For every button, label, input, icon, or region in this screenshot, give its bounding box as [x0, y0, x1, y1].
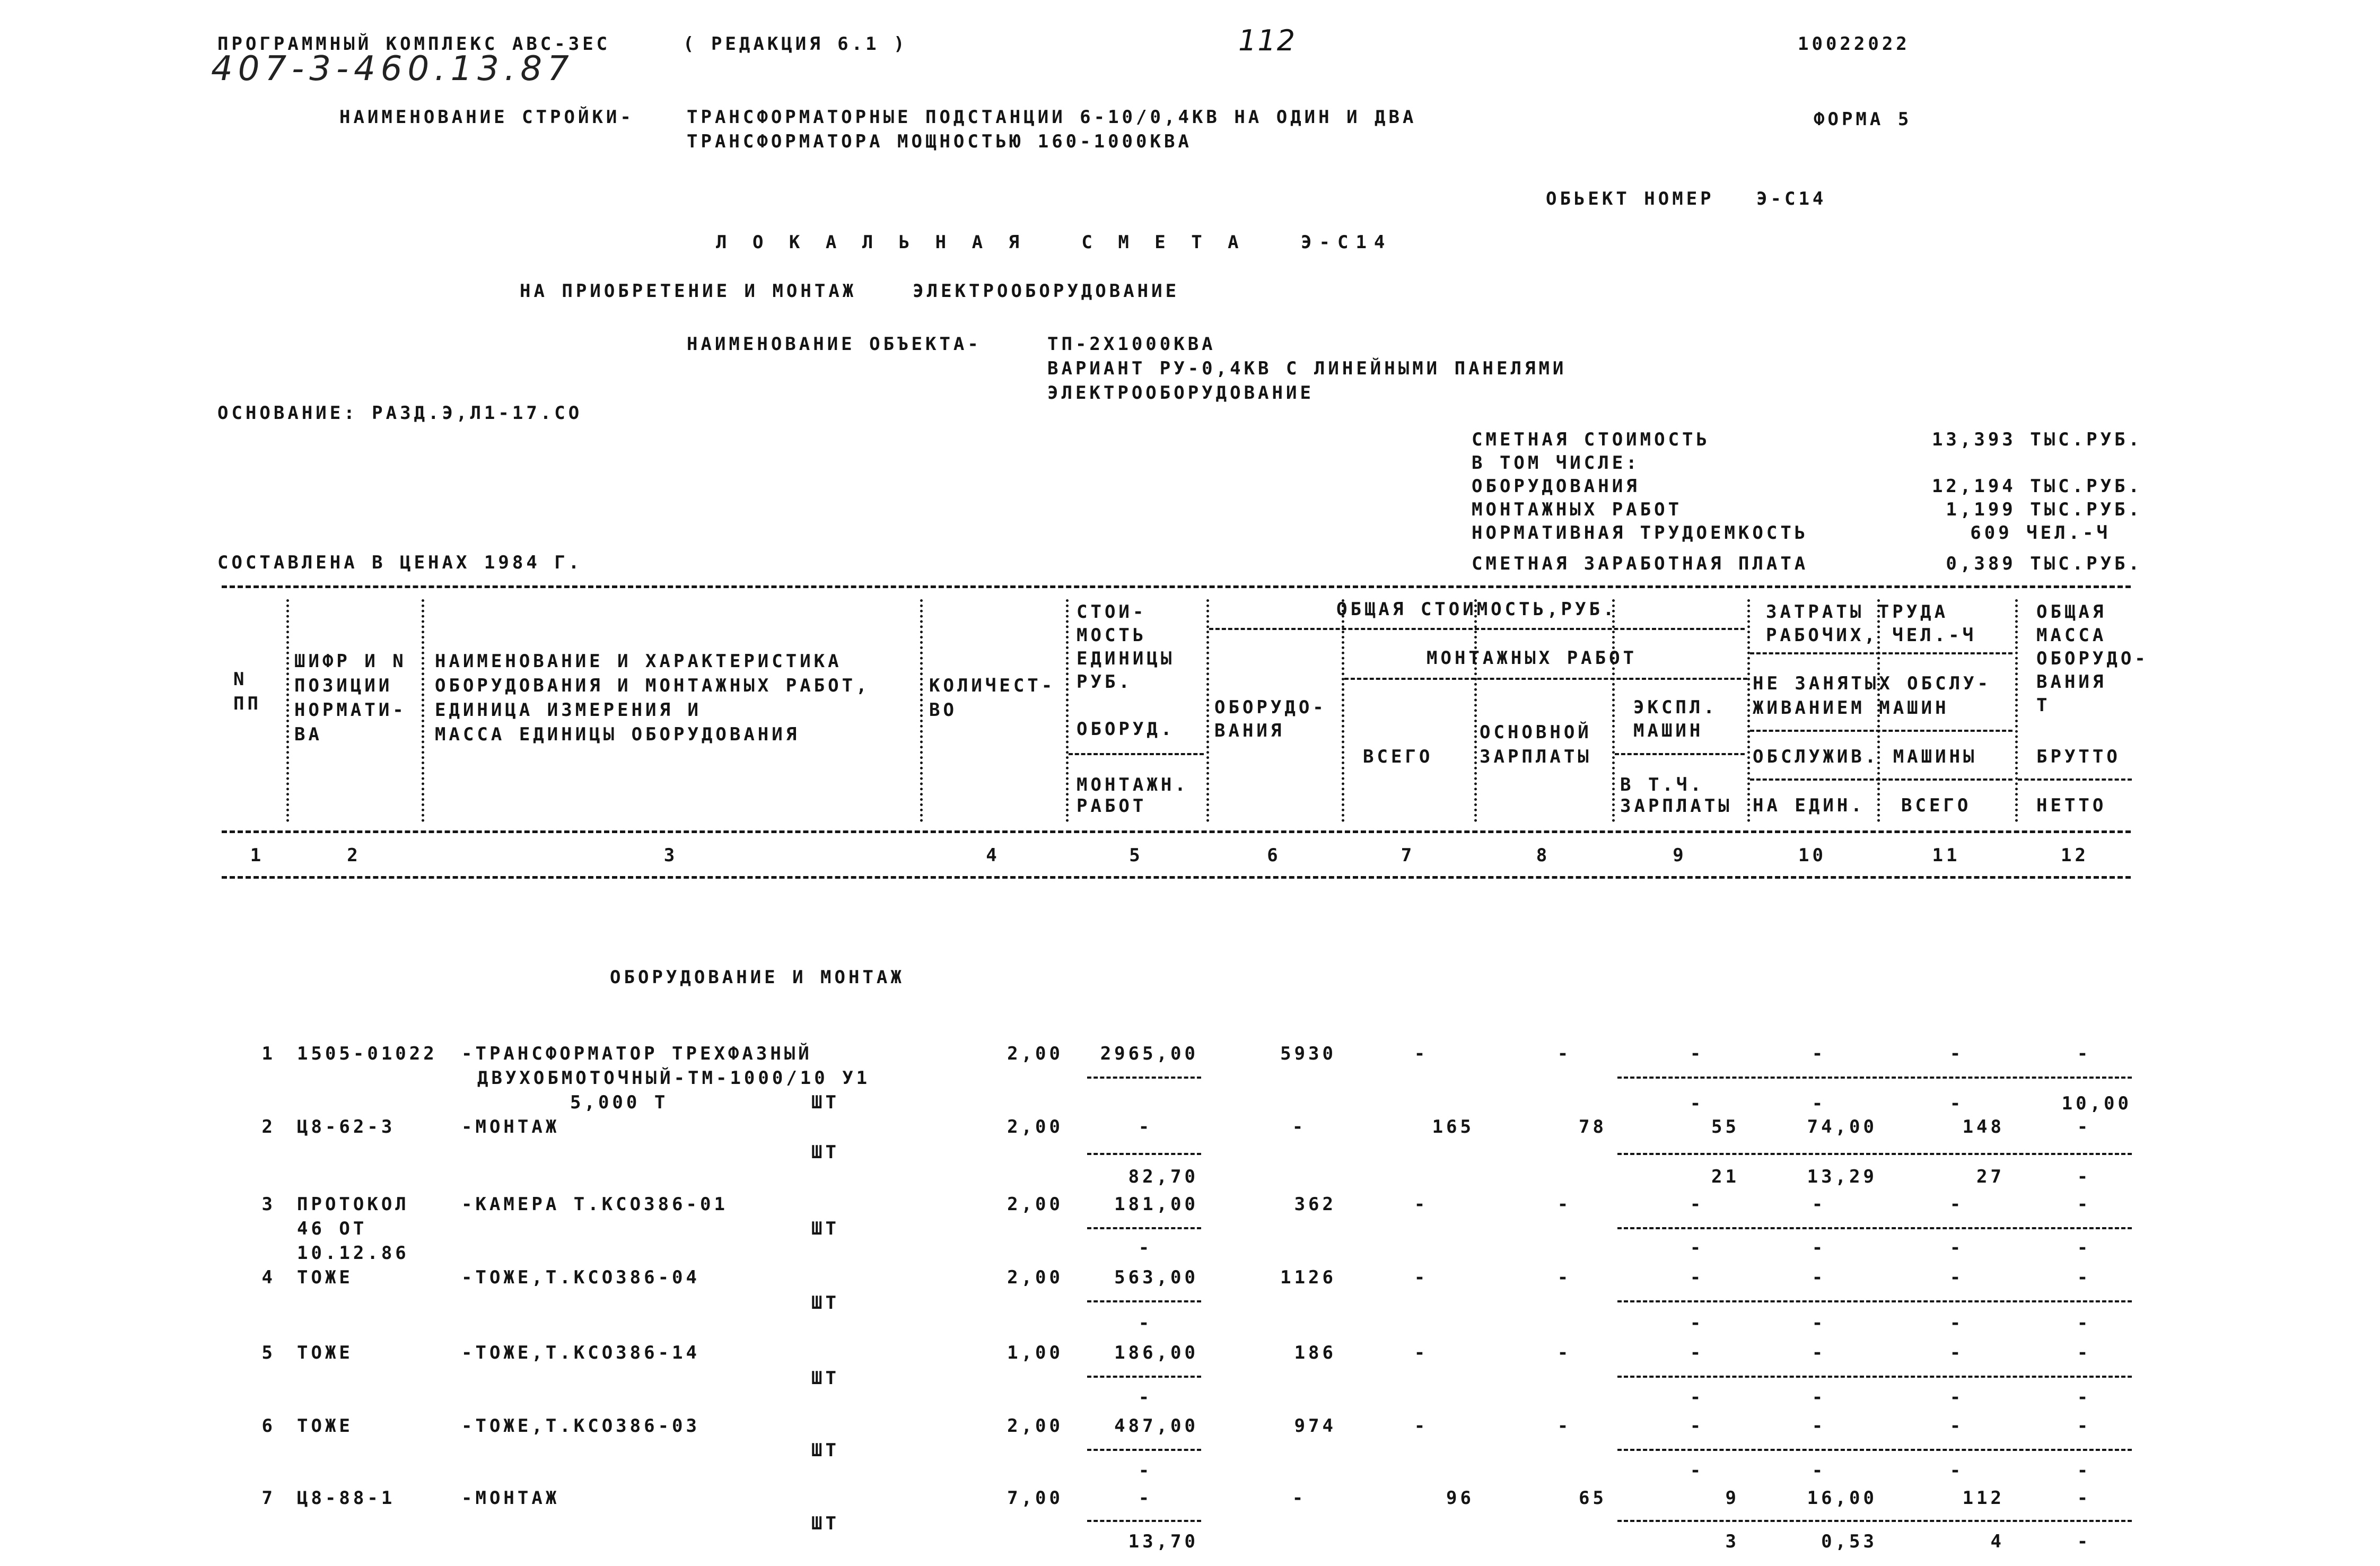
row-wage: -	[1557, 1267, 1572, 1288]
row-equip-cost: 186	[1294, 1342, 1336, 1363]
col-header-mass-netto: НЕТТО	[2036, 795, 2107, 816]
row-labor-mach-unit: -	[1812, 1093, 1826, 1114]
row-name: -ТОЖЕ,Т.КСО386-03	[461, 1415, 700, 1437]
row-labor-mach-total: 27	[1976, 1166, 2005, 1187]
row-mach-wage: -	[1690, 1313, 1704, 1334]
row-labor-mach-total: 4	[1990, 1531, 2005, 1552]
divider	[1617, 1520, 2132, 1522]
row-equip-cost: -	[1292, 1488, 1307, 1509]
object-number: ОБЬЕКТ НОМЕР Э-С14	[1546, 188, 1827, 209]
column-number: 2	[347, 845, 361, 866]
row-labor-unit: -	[1812, 1194, 1826, 1215]
row-mass-netto: 10,00	[2061, 1093, 2132, 1114]
divider	[1750, 652, 2012, 654]
row-mach: -	[1690, 1415, 1704, 1437]
object-name-line2: ВАРИАНТ РУ-0,4КВ С ЛИНЕЙНЫМИ ПАНЕЛЯМИ	[1047, 358, 1567, 379]
row-mach: -	[1690, 1267, 1704, 1288]
row-equip-cost: 974	[1294, 1415, 1336, 1437]
summary-label: ОБОРУДОВАНИЯ	[1472, 476, 1640, 497]
divider	[1617, 1153, 2132, 1155]
row-code: Ц8-88-1	[297, 1488, 396, 1509]
construction-name-line1: ТРАНСФОРМАТОРНЫЕ ПОДСТАНЦИИ 6-10/0,4КВ НА ОДИН И ДВА	[687, 107, 1417, 128]
row-labor-total: 148	[1962, 1116, 2005, 1138]
row-unit: ШТ	[811, 1092, 839, 1113]
col-header-labor-total: ВСЕГО	[1901, 795, 1972, 816]
row-labor-unit: 74,00	[1807, 1116, 1877, 1138]
row-labor-mach-unit: -	[1812, 1387, 1826, 1408]
row-wage: -	[1557, 1194, 1572, 1215]
row-mach-wage: -	[1690, 1387, 1704, 1408]
col-header-price-mont: МОНТАЖН. РАБОТ	[1077, 774, 1189, 817]
row-mach: 55	[1711, 1116, 1739, 1138]
row-code-cont: 46 ОТ	[297, 1218, 368, 1239]
row-labor-unit: -	[1812, 1043, 1826, 1064]
row-mass-netto: -	[2077, 1387, 2092, 1408]
row-mass-netto: -	[2077, 1237, 2092, 1258]
row-total: -	[1414, 1342, 1429, 1363]
row-number: 6	[261, 1415, 276, 1437]
handwritten-project-code: 407-3-460.13.87	[211, 49, 574, 89]
row-qty: 2,00	[1007, 1116, 1063, 1138]
estimate-title: Л О К А Л Ь Н А Я С М Е Т А Э-С14	[716, 232, 1393, 253]
row-code: ТОЖЕ	[297, 1342, 353, 1363]
basis: ОСНОВАНИЕ: РАЗД.Э,Л1-17.СО	[217, 403, 583, 424]
row-wage: 78	[1579, 1116, 1607, 1138]
row-unit: ШТ	[811, 1440, 839, 1461]
row-total: 165	[1432, 1116, 1474, 1138]
form-label: ФОРМА 5	[1814, 109, 1912, 130]
col-header-name: НАИМЕНОВАНИЕ И ХАРАКТЕРИСТИКА ОБОРУДОВАНИЯ И МОНТАЖНЫХ РАБОТ, ЕДИНИЦА ИЗМЕРЕНИЯ И МАССА ЕДИНИЦЫ ОБОРУДОВАНИЯ	[435, 651, 870, 745]
row-equip-cost: 5930	[1280, 1043, 1336, 1064]
estimate-subtitle: НА ПРИОБРЕТЕНИЕ И МОНТАЖ ЭЛЕКТРООБОРУДОВАНИЕ	[520, 281, 1180, 302]
row-number: 5	[261, 1342, 276, 1363]
divider	[1066, 599, 1069, 822]
divider	[1342, 599, 1344, 822]
row-price: 563,00	[1114, 1267, 1198, 1288]
row-price: 487,00	[1114, 1415, 1198, 1437]
row-name: -ТОЖЕ,Т.КСО386-04	[461, 1267, 700, 1288]
row-name: -МОНТАЖ	[461, 1116, 560, 1138]
section-title: ОБОРУДОВАНИЕ И МОНТАЖ	[610, 967, 905, 988]
row-wage: -	[1557, 1043, 1572, 1064]
summary-value: 13,393 ТЫС.РУБ.	[1931, 429, 2142, 450]
divider	[1206, 599, 1209, 822]
row-name: -МОНТАЖ	[461, 1488, 560, 1509]
row-price: -	[1138, 1116, 1153, 1138]
divider	[1750, 730, 2012, 732]
edition: ( РЕДАКЦИЯ 6.1 )	[683, 33, 908, 55]
row-wage: -	[1557, 1342, 1572, 1363]
row-qty: 2,00	[1007, 1267, 1063, 1288]
row-unit: ШТ	[811, 1368, 839, 1389]
row-price-mont: -	[1138, 1237, 1153, 1258]
row-labor-mach-total: -	[1949, 1093, 1964, 1114]
object-name-line3: ЭЛЕКТРООБОРУДОВАНИЕ	[1047, 382, 1314, 404]
row-unit-mass: 5,000 Т	[570, 1092, 669, 1113]
col-header-mass: ОБЩАЯ МАССА ОБОРУДО- ВАНИЯ Т	[2036, 601, 2149, 716]
construction-name-line2: ТРАНСФОРМАТОРА МОЩНОСТЬЮ 160-1000КВА	[687, 131, 1192, 152]
row-mass-brutto: -	[2077, 1342, 2092, 1363]
row-labor-total: -	[1949, 1415, 1964, 1437]
col-header-equip: ОБОРУДО- ВАНИЯ	[1214, 697, 1327, 741]
divider	[1617, 1449, 2132, 1451]
divider	[1617, 1376, 2132, 1378]
summary-label: В ТОМ ЧИСЛЕ:	[1472, 452, 1640, 474]
row-labor-mach-unit: -	[1812, 1237, 1826, 1258]
row-price-mont: -	[1138, 1387, 1153, 1408]
row-price: 181,00	[1114, 1194, 1198, 1215]
row-labor-total: 112	[1962, 1488, 2005, 1509]
column-number: 7	[1401, 845, 1415, 866]
row-price-mont: 13,70	[1128, 1531, 1198, 1552]
program-name: ПРОГРАММНЫЙ КОМПЛЕКС АВС-3ЕС	[217, 33, 611, 55]
col-header-wage: ОСНОВНОЙ ЗАРПЛАТЫ	[1480, 722, 1592, 767]
column-number: 5	[1129, 845, 1143, 866]
row-labor-unit: -	[1812, 1342, 1826, 1363]
row-price: 2965,00	[1100, 1043, 1198, 1064]
divider	[1344, 678, 1747, 680]
col-header-price: СТОИ- МОСТЬ ЕДИНИЦЫ РУБ.	[1077, 601, 1175, 693]
divider	[1087, 1300, 1201, 1302]
row-code: ПРОТОКОЛ	[297, 1194, 409, 1215]
divider	[1617, 1227, 2132, 1229]
row-number: 7	[261, 1488, 276, 1509]
row-number: 4	[261, 1267, 276, 1288]
row-equip-cost: 362	[1294, 1194, 1336, 1215]
divider	[2018, 778, 2132, 781]
row-name: -ТОЖЕ,Т.КСО386-14	[461, 1342, 700, 1363]
divider	[920, 599, 923, 822]
row-total: -	[1414, 1043, 1429, 1064]
row-number: 2	[261, 1116, 276, 1138]
row-unit: ШТ	[811, 1142, 839, 1163]
row-price-mont: -	[1138, 1313, 1153, 1334]
row-mach-wage: -	[1690, 1237, 1704, 1258]
row-qty: 2,00	[1007, 1415, 1063, 1437]
row-mach: -	[1690, 1043, 1704, 1064]
row-wage: 65	[1579, 1488, 1607, 1509]
divider	[1087, 1449, 1201, 1451]
row-total: -	[1414, 1415, 1429, 1437]
col-header-mass-brutto: БРУТТО	[2036, 746, 2121, 767]
divider	[1087, 1153, 1201, 1155]
row-labor-unit: 16,00	[1807, 1488, 1877, 1509]
divider	[1617, 1300, 2132, 1302]
col-header-mach: ЭКСПЛ. МАШИН	[1633, 697, 1718, 741]
row-price: 186,00	[1114, 1342, 1198, 1363]
divider	[1617, 1077, 2132, 1079]
summary-label: МОНТАЖНЫХ РАБОТ	[1472, 499, 1683, 520]
row-labor-total: -	[1949, 1043, 1964, 1064]
row-equip-cost: -	[1292, 1116, 1307, 1138]
group-header-mont: МОНТАЖНЫХ РАБОТ	[1427, 648, 1638, 669]
row-mass-netto: -	[2077, 1313, 2092, 1334]
divider	[1474, 599, 1477, 822]
row-mass-brutto: -	[2077, 1488, 2092, 1509]
divider	[2015, 599, 2018, 822]
row-mass-brutto: -	[2077, 1116, 2092, 1138]
row-wage: -	[1557, 1415, 1572, 1437]
group-header-labor: ЗАТРАТЫ ТРУДА РАБОЧИХ, ЧЕЛ.-Ч	[1766, 601, 1977, 646]
row-mach-wage: 21	[1711, 1166, 1739, 1187]
row-mach: -	[1690, 1342, 1704, 1363]
row-mass-brutto: -	[2077, 1267, 2092, 1288]
summary-label: НОРМАТИВНАЯ ТРУДОЕМКОСТЬ	[1472, 522, 1809, 544]
row-name-cont: ДВУХОБМОТОЧНЫЙ-ТМ-1000/10 У1	[477, 1068, 871, 1089]
row-mass-netto: -	[2077, 1460, 2092, 1481]
column-number: 9	[1673, 845, 1687, 866]
summary-value: 609 ЧЕЛ.-Ч	[1970, 522, 2111, 544]
summary-value: 0,389 ТЫС.РУБ.	[1946, 553, 2142, 574]
row-mass-netto: -	[2077, 1166, 2092, 1187]
row-unit: ШТ	[811, 1292, 839, 1314]
row-mass-brutto: -	[2077, 1043, 2092, 1064]
object-label: НАИМЕНОВАНИЕ ОБЪЕКТА-	[687, 334, 982, 355]
row-labor-mach-total: -	[1949, 1460, 1964, 1481]
row-mach: -	[1690, 1194, 1704, 1215]
column-number: 3	[663, 845, 678, 866]
col-header-qty: КОЛИЧЕСТ- ВО	[929, 675, 1056, 721]
row-labor-mach-total: -	[1949, 1237, 1964, 1258]
row-mach: 9	[1725, 1488, 1739, 1509]
row-total: -	[1414, 1267, 1429, 1288]
divider	[422, 599, 424, 822]
row-unit: ШТ	[811, 1218, 839, 1239]
divider	[222, 876, 2131, 879]
col-header-mach-wage: В Т.Ч. ЗАРПЛАТЫ	[1620, 774, 1732, 817]
row-equip-cost: 1126	[1280, 1267, 1336, 1288]
labor-subheader-machines: ОБСЛУЖИВ. МАШИНЫ	[1753, 746, 1978, 767]
divider	[222, 830, 2131, 833]
divider	[286, 599, 289, 822]
row-labor-mach-unit: 13,29	[1807, 1166, 1877, 1187]
row-labor-mach-unit: 0,53	[1821, 1531, 1877, 1552]
divider	[1087, 1227, 1201, 1229]
divider	[1087, 1077, 1201, 1079]
object-name-line1: ТП-2Х1000КВА	[1047, 334, 1216, 355]
column-number: 10	[1798, 845, 1826, 866]
row-qty: 2,00	[1007, 1194, 1063, 1215]
row-total: -	[1414, 1194, 1429, 1215]
row-mass-netto: -	[2077, 1531, 2092, 1552]
summary-label: СМЕТНАЯ СТОИМОСТЬ	[1472, 429, 1710, 450]
divider	[222, 585, 2131, 588]
row-code: 1505-01022	[297, 1043, 438, 1064]
row-unit: ШТ	[811, 1513, 839, 1534]
row-mach-wage: -	[1690, 1460, 1704, 1481]
row-number: 3	[261, 1194, 276, 1215]
row-mass-brutto: -	[2077, 1194, 2092, 1215]
column-number: 8	[1536, 845, 1551, 866]
row-name: -ТРАНСФОРМАТОР ТРЕХФАЗНЫЙ	[461, 1043, 812, 1064]
divider	[1747, 599, 1750, 822]
divider	[1069, 753, 1204, 755]
row-name: -КАМЕРА Т.КСО386-01	[461, 1194, 728, 1215]
row-labor-unit: -	[1812, 1267, 1826, 1288]
row-qty: 2,00	[1007, 1043, 1063, 1064]
row-labor-total: -	[1949, 1267, 1964, 1288]
construction-label: НАИМЕНОВАНИЕ СТРОЙКИ-	[339, 107, 634, 128]
column-number: 12	[2061, 845, 2089, 866]
row-mach-wage: -	[1690, 1093, 1704, 1114]
summary-value: 1,199 ТЫС.РУБ.	[1946, 499, 2142, 520]
row-price-mont: -	[1138, 1460, 1153, 1481]
row-labor-total: -	[1949, 1194, 1964, 1215]
col-header-code: ШИФР И N ПОЗИЦИИ НОРМАТИ- ВА	[294, 651, 407, 745]
row-code-date: 10.12.86	[297, 1243, 409, 1264]
row-labor-unit: -	[1812, 1415, 1826, 1437]
row-mach-wage: 3	[1725, 1531, 1739, 1552]
document-code: 10022022	[1798, 33, 1910, 55]
row-labor-mach-unit: -	[1812, 1460, 1826, 1481]
row-labor-total: -	[1949, 1342, 1964, 1363]
divider	[1750, 778, 2012, 781]
col-header-total: ВСЕГО	[1363, 746, 1433, 767]
row-code: ТОЖЕ	[297, 1415, 353, 1437]
column-number: 4	[986, 845, 1000, 866]
divider	[1087, 1376, 1201, 1378]
row-code: Ц8-62-3	[297, 1116, 396, 1138]
row-price: -	[1138, 1488, 1153, 1509]
column-number: 1	[250, 845, 265, 866]
row-number: 1	[261, 1043, 276, 1064]
col-header-price-equip: ОБОРУД.	[1077, 719, 1175, 740]
row-labor-mach-total: -	[1949, 1387, 1964, 1408]
summary-label: СМЕТНАЯ ЗАРАБОТНАЯ ПЛАТА	[1472, 553, 1809, 574]
group-header-total-cost: ОБЩАЯ СТОИМОСТЬ,РУБ.	[1336, 599, 1617, 620]
row-labor-mach-total: -	[1949, 1313, 1964, 1334]
row-qty: 1,00	[1007, 1342, 1063, 1363]
row-mass-brutto: -	[2077, 1415, 2092, 1437]
row-qty: 7,00	[1007, 1488, 1063, 1509]
column-number: 6	[1267, 845, 1281, 866]
row-code: ТОЖЕ	[297, 1267, 353, 1288]
divider	[1087, 1520, 1201, 1522]
divider	[1612, 599, 1615, 822]
col-header-n: N ПП	[233, 669, 261, 714]
page-number: 112	[1238, 24, 1297, 57]
divider	[1209, 628, 1745, 630]
col-header-per-unit: НА ЕДИН.	[1753, 795, 1865, 816]
row-price-mont: 82,70	[1128, 1166, 1198, 1187]
labor-subheader: НЕ ЗАНЯТЫХ ОБСЛУ- ЖИВАНИЕМ МАШИН	[1753, 673, 1991, 719]
row-total: 96	[1446, 1488, 1474, 1509]
row-labor-mach-unit: -	[1812, 1313, 1826, 1334]
prices-year: СОСТАВЛЕНА В ЦЕНАХ 1984 Г.	[217, 552, 583, 573]
divider	[1615, 753, 1745, 755]
summary-value: 12,194 ТЫС.РУБ.	[1931, 476, 2142, 497]
column-number: 11	[1932, 845, 1961, 866]
